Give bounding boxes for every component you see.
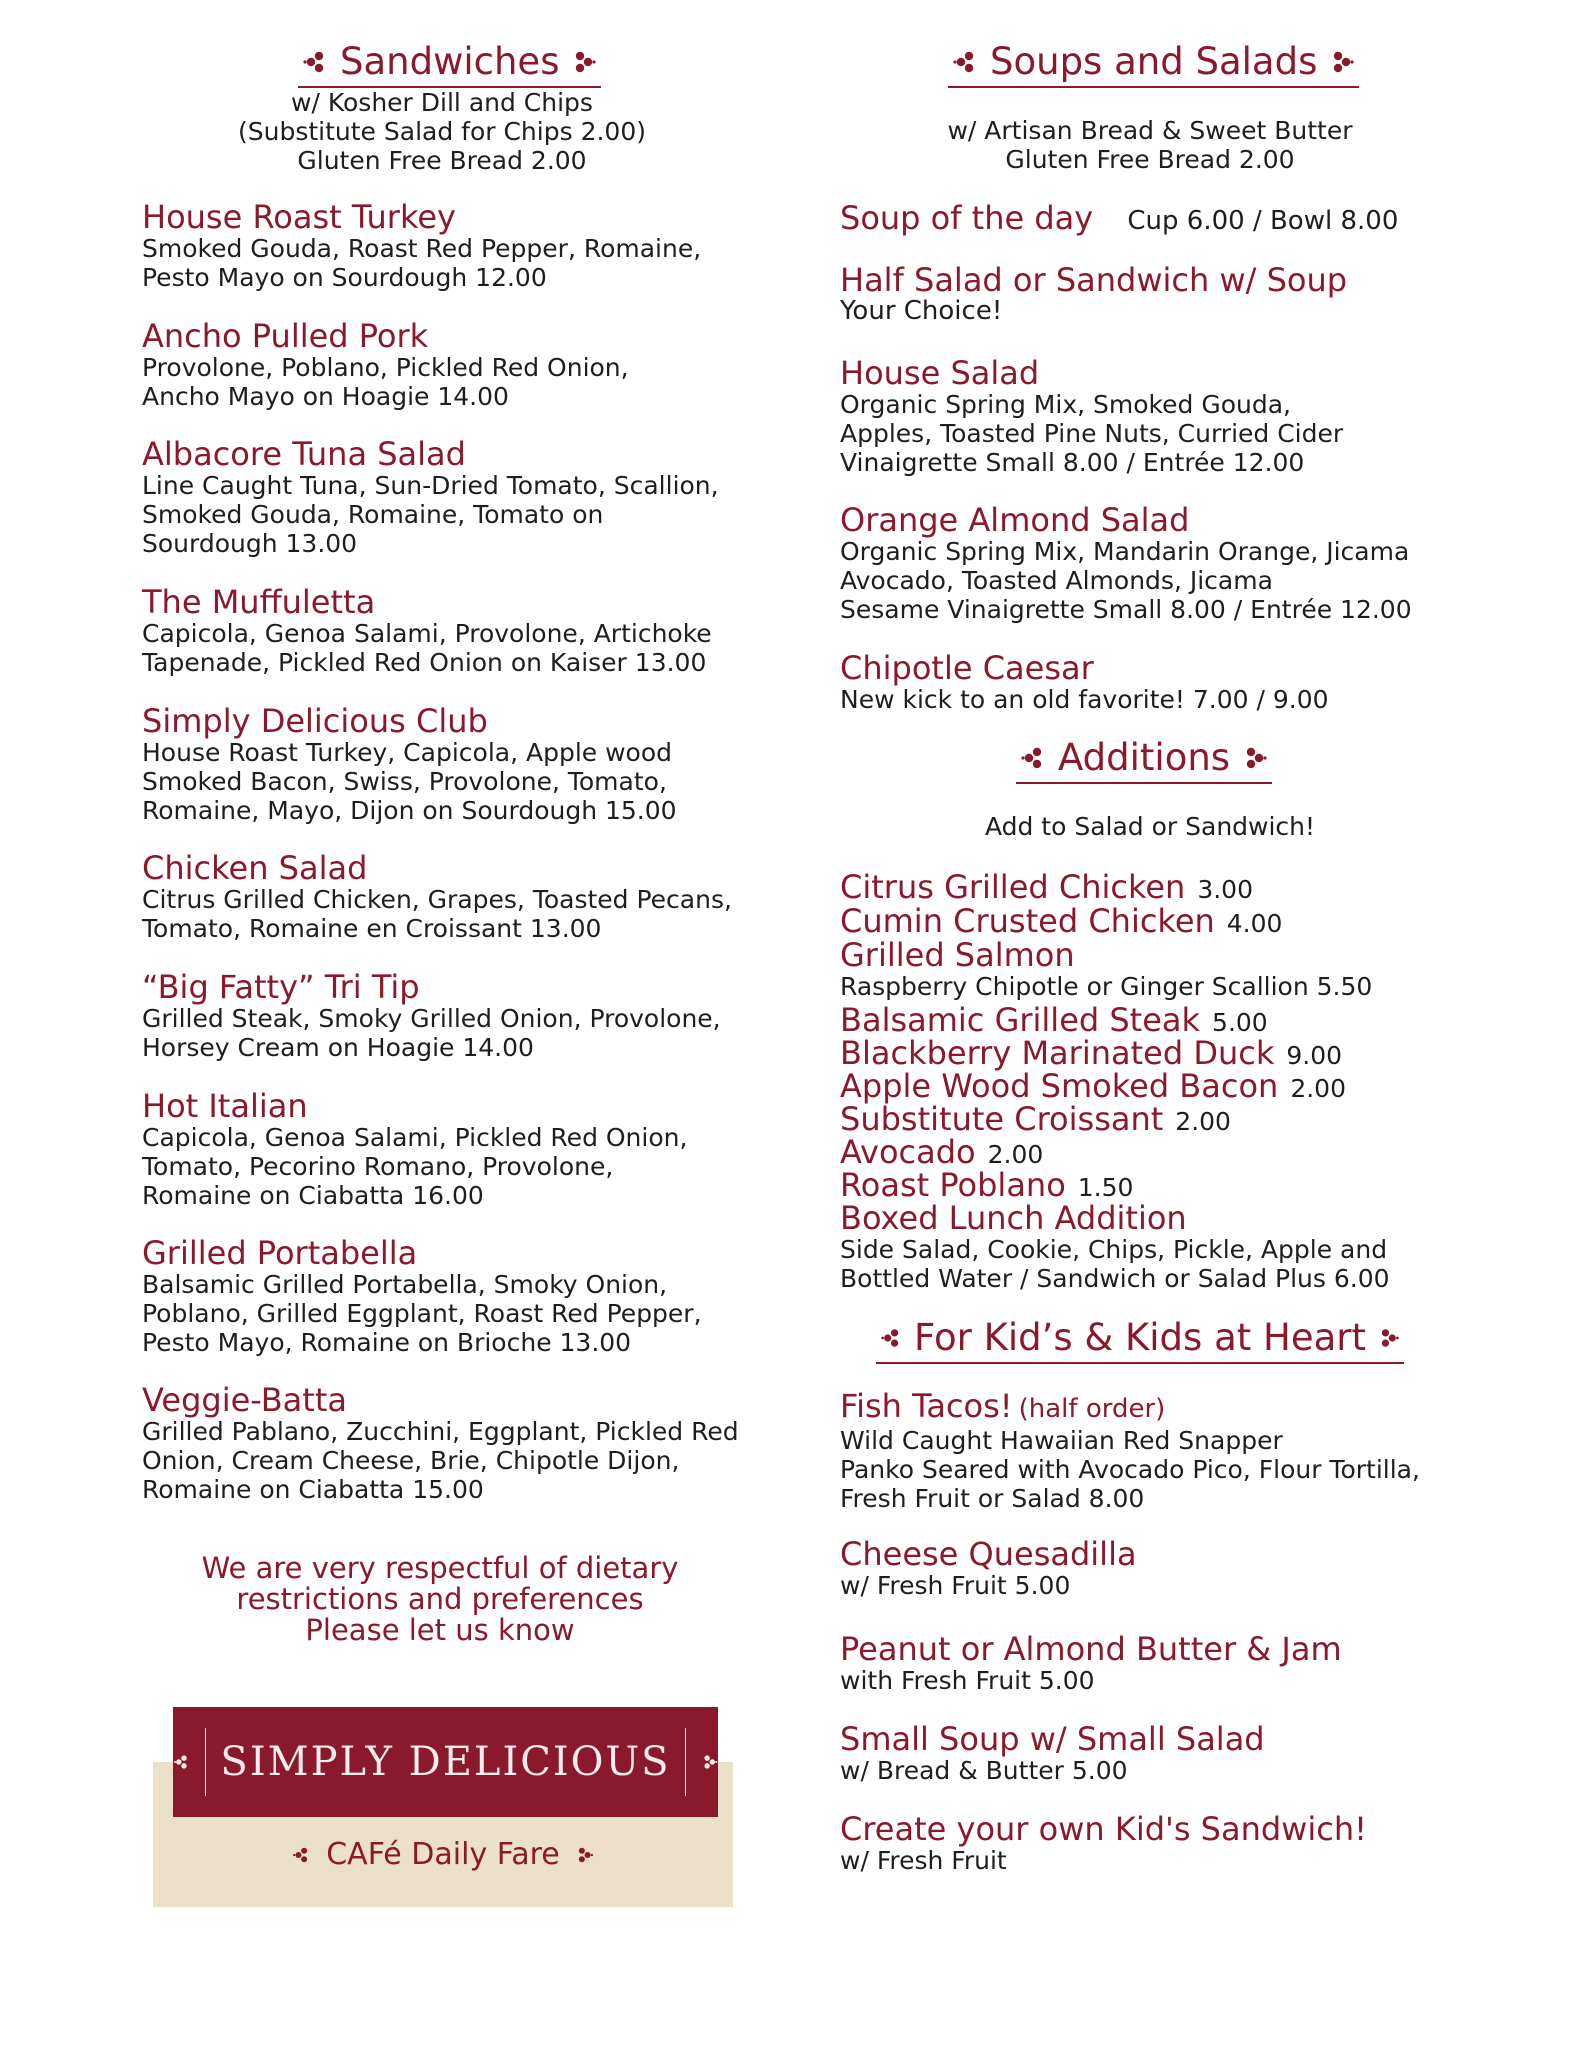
flourish-right-icon <box>700 1748 718 1776</box>
additions-subtitle: Add to Salad or Sandwich! <box>984 812 1316 841</box>
logo-tagline-row <box>153 1837 733 1872</box>
sandwiches-heading <box>298 40 601 88</box>
addition-price: 3.00 <box>1197 875 1253 904</box>
menu-item <box>840 503 1412 624</box>
addition-name: Apple Wood Smoked Bacon <box>840 1067 1279 1105</box>
flourish-right-icon <box>1240 744 1268 772</box>
addition-name: Balsamic Grilled Steak <box>840 1001 1201 1039</box>
item-name: Cheese Quesadilla <box>840 1535 1137 1573</box>
menu-item <box>840 1812 1367 1875</box>
menu-item <box>840 1722 1265 1785</box>
subtitle-line: Gluten Free Bread 2.00 <box>1005 145 1295 174</box>
item-description: House Roast Turkey, Capicola, Apple wood Smoked Bacon, Swiss, Provolone, Tomato, Romaine, Mayo, Dijon on Sourdough 15.00 <box>142 738 677 825</box>
item-description: Balsamic Grilled Portabella, Smoky Onion, Poblano, Grilled Eggplant, Roast Red Pepper, Pesto Mayo, Romaine on Brioche 13.00 <box>142 1270 702 1357</box>
addition-name: Substitute Croissant <box>840 1100 1164 1138</box>
subtitle-line: (Substitute Salad for Chips 2.00) <box>238 117 646 146</box>
addition-name: Grilled Salmon <box>840 936 1075 974</box>
dietary-line: restrictions and preferences <box>236 1582 644 1616</box>
item-name: Fish Tacos! <box>840 1387 1013 1425</box>
kids-title: For Kid’s & Kids at Heart <box>914 1316 1367 1359</box>
menu-item <box>142 200 701 292</box>
item-description: Organic Spring Mix, Smoked Gouda, Apples, Toasted Pine Nuts, Curried Cider Vinaigrette Small 8.00 / Entrée 12.00 <box>840 390 1344 477</box>
menu-item <box>142 1089 687 1210</box>
item-name: Simply Delicious Club <box>142 702 488 740</box>
menu-item <box>840 651 1329 714</box>
item-name: Small Soup w/ Small Salad <box>840 1720 1265 1758</box>
menu-item <box>840 1537 1137 1600</box>
item-name: Grilled Portabella <box>142 1234 418 1272</box>
flourish-right-icon <box>569 48 597 76</box>
flourish-left-icon <box>880 1326 904 1350</box>
flourish-right-icon <box>574 1845 594 1865</box>
addition-name: Cumin Crusted Chicken <box>840 902 1215 940</box>
item-description: Capicola, Genoa Salami, Pickled Red Onion, Tomato, Pecorino Romano, Provolone, Romaine on Ciabatta 16.00 <box>142 1123 688 1210</box>
addition-price: 9.00 <box>1286 1041 1343 1070</box>
item-name-row <box>840 1389 1420 1426</box>
flourish-right-icon <box>1376 1326 1400 1350</box>
item-name: House Salad <box>840 354 1040 392</box>
additions-heading <box>1016 736 1272 784</box>
addition-price: 2.00 <box>987 1140 1044 1169</box>
item-description: Smoked Gouda, Roast Red Pepper, Romaine, Pesto Mayo on Sourdough 12.00 <box>142 234 702 292</box>
subtitle-line: w/ Artisan Bread & Sweet Butter <box>947 116 1353 145</box>
item-name: Create your own Kid's Sandwich! <box>840 1810 1367 1848</box>
item-description: Wild Caught Hawaiian Red Snapper Panko Seared with Avocado Pico, Flour Tortilla, Fresh Fruit or Salad 8.00 <box>840 1426 1420 1513</box>
item-description: Provolone, Poblano, Pickled Red Onion, Ancho Mayo on Hoagie 14.00 <box>142 353 629 411</box>
menu-item <box>142 970 721 1062</box>
item-description: w/ Fresh Fruit 5.00 <box>840 1571 1071 1600</box>
addition-name: Avocado <box>840 1133 976 1171</box>
item-description: Citrus Grilled Chicken, Grapes, Toasted Pecans, Tomato, Romaine en Croissant 13.00 <box>142 885 732 943</box>
item-description: with Fresh Fruit 5.00 <box>840 1666 1095 1695</box>
item-name: Chipotle Caesar <box>840 649 1094 687</box>
item-name: Peanut or Almond Butter & Jam <box>840 1630 1342 1668</box>
item-name: “Big Fatty” Tri Tip <box>142 968 420 1006</box>
item-name: House Roast Turkey <box>142 198 456 236</box>
dietary-line: We are very respectful of dietary <box>201 1551 679 1585</box>
item-description: Line Caught Tuna, Sun-Dried Tomato, Scallion, Smoked Gouda, Romaine, Tomato on Sourdough 13.00 <box>142 471 719 558</box>
soups-title: Soups and Salads <box>990 40 1318 83</box>
addition-name: Roast Poblano <box>840 1166 1066 1204</box>
addition-name: Boxed Lunch Addition <box>840 1199 1187 1237</box>
menu-item <box>142 319 629 411</box>
item-name-row <box>840 201 1398 238</box>
item-note: (half order) <box>1018 1394 1166 1424</box>
addition-item <box>840 938 1075 972</box>
flourish-left-icon <box>292 1845 312 1865</box>
menu-item <box>142 437 719 558</box>
item-name: Veggie-Batta <box>142 1381 347 1419</box>
flourish-left-icon <box>173 1748 191 1776</box>
addition-price: 2.00 <box>1290 1074 1346 1103</box>
addition-price: 4.00 <box>1226 909 1283 938</box>
menu-item <box>840 356 1343 477</box>
flourish-right-icon <box>1327 48 1355 76</box>
boxed-lunch-description: Side Salad, Cookie, Chips, Pickle, Apple and Bottled Water / Sandwich or Salad Plus 6.00 <box>840 1235 1390 1293</box>
soups-heading <box>948 40 1359 88</box>
addition-name: Citrus Grilled Chicken <box>840 868 1186 906</box>
logo-divider <box>685 1728 686 1796</box>
item-description: New kick to an old favorite! 7.00 / 9.00 <box>840 685 1329 714</box>
item-name: Half Salad or Sandwich w/ Soup <box>840 261 1348 299</box>
logo-banner <box>173 1707 718 1817</box>
additions-title: Additions <box>1058 736 1231 779</box>
logo-name: SIMPLY DELICIOUS <box>220 1739 671 1785</box>
item-name: Ancho Pulled Pork <box>142 317 429 355</box>
item-description: Grilled Pablano, Zucchini, Eggplant, Pickled Red Onion, Cream Cheese, Brie, Chipotle Dijon, Romaine on Ciabatta 15.00 <box>142 1417 739 1504</box>
item-name: The Muffuletta <box>142 583 376 621</box>
addition-name: Blackberry Marinated Duck <box>840 1034 1275 1072</box>
addition-note: Raspberry Chipotle or Ginger Scallion 5.50 <box>840 972 1373 1001</box>
item-price: Cup 6.00 / Bowl 8.00 <box>1127 206 1399 236</box>
addition-price: 2.00 <box>1175 1107 1231 1136</box>
dietary-line: Please let us know <box>305 1613 575 1647</box>
item-description: Grilled Steak, Smoky Grilled Onion, Provolone, Horsey Cream on Hoagie 14.00 <box>142 1004 721 1062</box>
flourish-left-icon <box>952 48 980 76</box>
item-name: Chicken Salad <box>142 849 368 887</box>
item-name: Hot Italian <box>142 1087 308 1125</box>
logo-divider <box>205 1728 206 1796</box>
menu-item <box>142 1236 702 1357</box>
item-description: Capicola, Genoa Salami, Provolone, Artichoke Tapenade, Pickled Red Onion on Kaiser 13.00 <box>142 619 712 677</box>
addition-price: 5.00 <box>1212 1008 1268 1037</box>
logo-tagline: CAFé Daily Fare <box>326 1837 560 1872</box>
cafe-logo <box>153 1707 733 1907</box>
menu-item <box>840 1389 1420 1513</box>
menu-item <box>142 851 732 943</box>
sandwiches-subtitle <box>150 88 734 175</box>
addition-price: 1.50 <box>1077 1173 1134 1202</box>
soups-subtitle <box>900 116 1400 174</box>
sandwiches-title: Sandwiches <box>340 40 560 83</box>
flourish-left-icon <box>302 48 330 76</box>
menu-item <box>840 201 1398 238</box>
item-description: Organic Spring Mix, Mandarin Orange, Jicama Avocado, Toasted Almonds, Jicama Sesame Vinaigrette Small 8.00 / Entrée 12.00 <box>840 537 1412 624</box>
addition-item <box>840 1201 1187 1235</box>
item-name: Soup of the day <box>840 199 1094 237</box>
menu-item <box>142 704 677 825</box>
dietary-note <box>180 1553 700 1646</box>
item-name: Albacore Tuna Salad <box>142 435 466 473</box>
menu-item <box>840 1632 1342 1695</box>
menu-item <box>142 1383 739 1504</box>
item-description: w/ Fresh Fruit <box>840 1846 1007 1875</box>
item-name: Orange Almond Salad <box>840 501 1190 539</box>
subtitle-line: w/ Kosher Dill and Chips <box>291 88 593 117</box>
flourish-left-icon <box>1020 744 1048 772</box>
menu-item <box>840 263 1347 326</box>
subtitle-line: Gluten Free Bread 2.00 <box>297 146 587 175</box>
kids-heading <box>876 1316 1404 1364</box>
menu-item <box>142 585 712 677</box>
item-description: w/ Bread & Butter 5.00 <box>840 1756 1128 1785</box>
item-description: Your Choice! <box>840 296 1003 326</box>
